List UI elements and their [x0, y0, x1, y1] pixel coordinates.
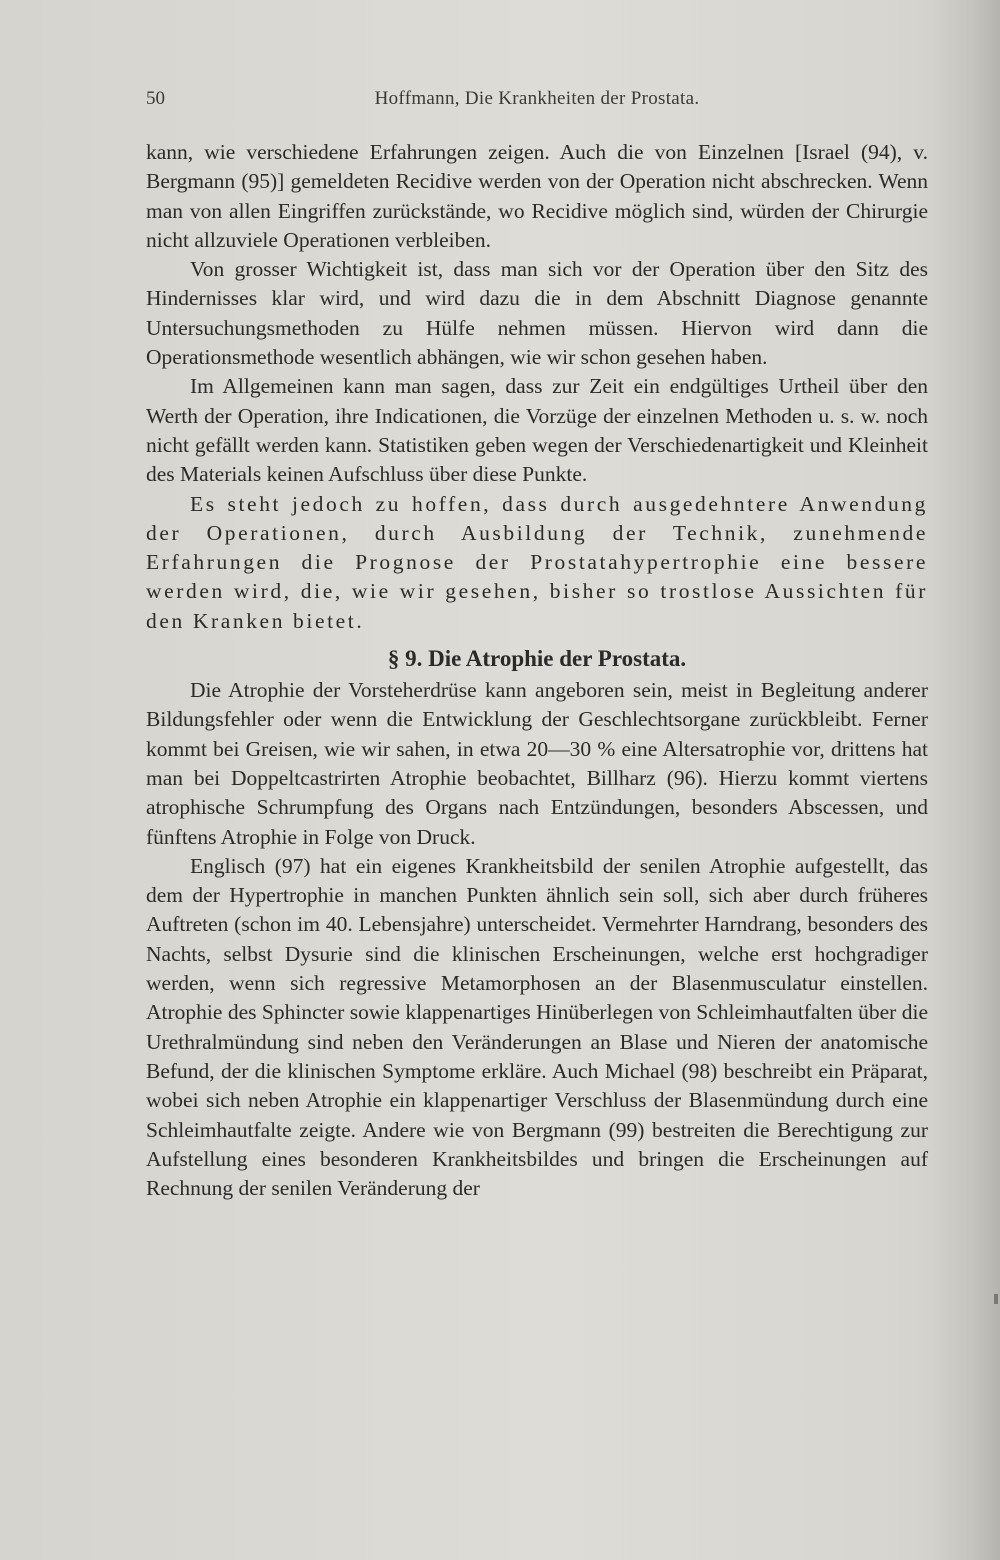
paragraph-1: kann, wie verschiedene Erfahrungen zeigen. Auch die von Einzelnen [Israel (94), v. Bergmann (95)] gemeldeten Recidive werden von der Operation nicht abschrecken. Wenn man von allen Eingriffen zurückstände, wo Recidive möglich sind, würden der Chirurgie nicht allzuviele Operationen verbleiben.: [146, 140, 928, 252]
running-title: Hoffmann, Die Krankheiten der Prostata.: [374, 88, 700, 109]
page-body: [146, 138, 928, 1203]
scan-mark: [994, 1294, 998, 1304]
paragraph-6: Englisch (97) hat ein eigenes Krankheitsbild der senilen Atrophie aufgestellt, das dem der Hypertrophie in manchen Punkten ähnlich sein soll, sich aber durch früheres Auftreten (schon im 40. Lebensjahre) unterscheidet. Vermehrter Harndrang, besonders des Nachts, selbst Dysurie sind die klinischen Erscheinungen, welche erst hochgradiger werden, wenn sich regressive Metamorphosen an der Blasenmusculatur einstellen. Atrophie des Sphincter sowie klappenartiges Hinüberlegen von Schleimhautfalten über die Urethralmündung sind neben den Veränderungen an Blase und Nieren der anatomische Befund, der die klinischen Symptome erkläre. Auch Michael (98) beschreibt ein Präparat, wobei sich neben Atrophie ein klappenartiger Verschluss der Blasenmündung durch eine Schleimhautfalte zeigte. Andere wie von Bergmann (99) bestreiten die Berechtigung zur Aufstellung eines besonderen Krankheitsbildes und bringen die Erscheinungen auf Rechnung der senilen Veränderung der: [146, 853, 928, 1201]
page-edge-shadow: [930, 0, 1000, 1560]
page-header: [146, 88, 928, 116]
paragraph-5: Die Atrophie der Vorsteherdrüse kann angeboren sein, meist in Begleitung anderer Bildungsfehler oder wenn die Entwicklung der Geschlechtsorgane zurückbleibt. Ferner kommt bei Greisen, wie wir sahen, in etwa 20—30 % eine Altersatrophie vor, drittens hat man bei Doppeltcastrirten Atrophie beobachtet, Billharz (96). Hierzu kommt viertens atrophische Schrumpfung des Organs nach Entzündungen, besonders Abscessen, und fünftens Atrophie in Folge von Druck.: [146, 678, 928, 849]
paragraph-4-spaced: Es steht jedoch zu hoffen, dass durch ausgedehntere Anwendung der Operationen, durch Ausbildung der Technik, zunehmende Erfahrungen die Prognose der Prostatahypertrophie eine bessere werden wird, die, wie wir gesehen, bisher so trostlose Aussichten für den Kranken bietet.: [146, 491, 928, 633]
paragraph-2: Von grosser Wichtigkeit ist, dass man sich vor der Operation über den Sitz des Hindernisses klar wird, und wird dazu die in dem Abschnitt Diagnose genannte Untersuchungsmethoden zu Hülfe nehmen müssen. Hiervon wird dann die Operationsmethode wesentlich abhängen, wie wir schon gesehen haben.: [146, 257, 928, 370]
section-heading: § 9. Die Atrophie der Prostata.: [387, 646, 687, 672]
paragraph-3: Im Allgemeinen kann man sagen, dass zur Zeit ein endgültiges Urtheil über den Werth der Operation, ihre Indicationen, die Vorzüge der einzelnen Methoden u. s. w. noch nicht gefällt werden kann. Statistiken geben wegen der Verschiedenartigkeit und Kleinheit des Materials keinen Aufschluss über diese Punkte.: [146, 374, 928, 487]
page-number: 50: [146, 88, 165, 109]
